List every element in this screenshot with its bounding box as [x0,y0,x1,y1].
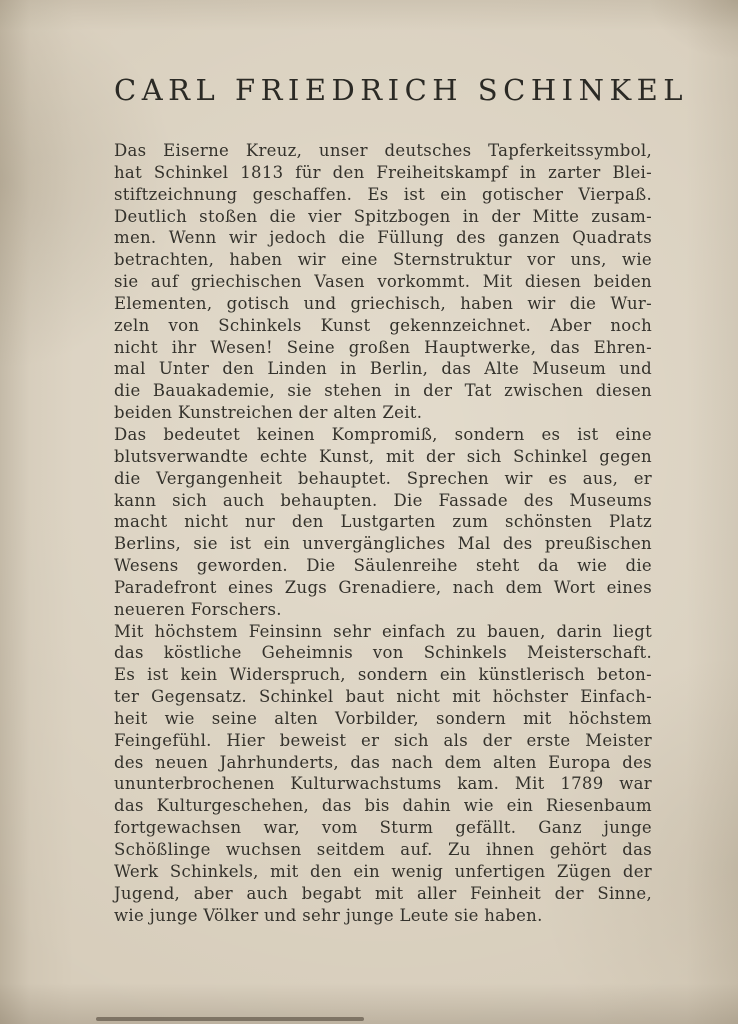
text-line: wie junge Völker und sehr junge Leute sie haben. [114,905,543,925]
text-line: Das bedeutet keinen Kompromiß, sondern es ist eine [114,424,652,444]
text-line: ter Gegensatz. Schinkel baut nicht mit höchster Einfach- [114,687,652,707]
text-line: Mit höchstem Feinsinn sehr einfach zu bauen, darin liegt [114,621,652,641]
text-line: Das Eiserne Kreuz, unser deutsches Tapferkeitssymbol, [114,141,652,160]
text-line: nicht ihr Wesen! Seine großen Hauptwerke, das Ehren- [114,337,652,357]
text-line: betrachten, haben wir eine Sternstruktur vor uns, wie [114,250,652,270]
text-block [114,140,652,926]
text-line: Paradefront eines Zugs Grenadiere, nach dem Wort eines [114,577,652,597]
paper-corner-shading [648,0,738,60]
text-line: das Kulturgeschehen, das bis dahin wie ein Riesenbaum [114,796,652,816]
text-line: kann sich auch behaupten. Die Fassade des Museums [114,490,652,510]
text-line: zeln von Schinkels Kunst gekennzeichnet. Aber noch [114,315,652,335]
text-line: ununterbrochenen Kulturwachstums kam. Mit 1789 war [114,774,652,794]
scan-edge-mark [96,1017,364,1021]
text-line: blutsverwandte echte Kunst, mit der sich Schinkel gegen [114,446,652,466]
text-line: Wesens geworden. Die Säulenreihe steht da wie die [114,556,652,576]
text-line: Jugend, aber auch begabt mit aller Feinheit der Sinne, [114,883,652,903]
text-line: sie auf griechischen Vasen vorkommt. Mit diesen beiden [114,272,652,292]
text-line: Schößlinge wuchsen seitdem auf. Zu ihnen gehört das [114,840,652,859]
text-line: die Bauakademie, sie stehen in der Tat zwischen diesen [114,381,652,401]
text-line: men. Wenn wir jedoch die Füllung des ganzen Quadrats [114,228,652,248]
text-line: mal Unter den Linden in Berlin, das Alte Museum und [114,359,652,379]
text-line: Es ist kein Widerspruch, sondern ein künstlerisch beton- [114,665,652,685]
text-line: Feingefühl. Hier beweist er sich als der erste Meister [114,730,652,750]
page-title: CARL FRIEDRICH SCHINKEL [114,73,689,107]
paragraph-2 [114,424,652,621]
text-line: stiftzeichnung geschaffen. Es ist ein gotischer Vierpaß. [114,184,652,204]
text-line: die Vergangenheit behauptet. Sprechen wir es aus, er [114,468,652,488]
paragraph-3 [114,621,652,927]
text-line: heit wie seine alten Vorbilder, sondern mit höchstem [114,708,652,728]
text-line: beiden Kunstreichen der alten Zeit. [114,403,423,423]
text-line: Werk Schinkels, mit den ein wenig unfertigen Zügen der [114,861,652,881]
text-line: macht nicht nur den Lustgarten zum schönsten Platz [114,512,652,532]
text-line: Berlins, sie ist ein unvergängliches Mal des preußischen [114,534,652,554]
text-line: des neuen Jahrhunderts, das nach dem alten Europa des [114,752,652,772]
paragraph-1 [114,140,652,424]
text-line: fortgewachsen war, vom Sturm gefällt. Ganz junge [114,818,652,838]
text-line: Elementen, gotisch und griechisch, haben wir die Wur- [114,293,652,313]
page-content [114,72,689,926]
text-line: neueren Forschers. [114,599,282,619]
text-line: Deutlich stoßen die vier Spitzbogen in der Mitte zusam- [114,206,652,226]
text-line: das köstliche Geheimnis von Schinkels Meisterschaft. [114,643,652,663]
text-line: hat Schinkel 1813 für den Freiheitskampf in zarter Blei- [114,162,652,182]
